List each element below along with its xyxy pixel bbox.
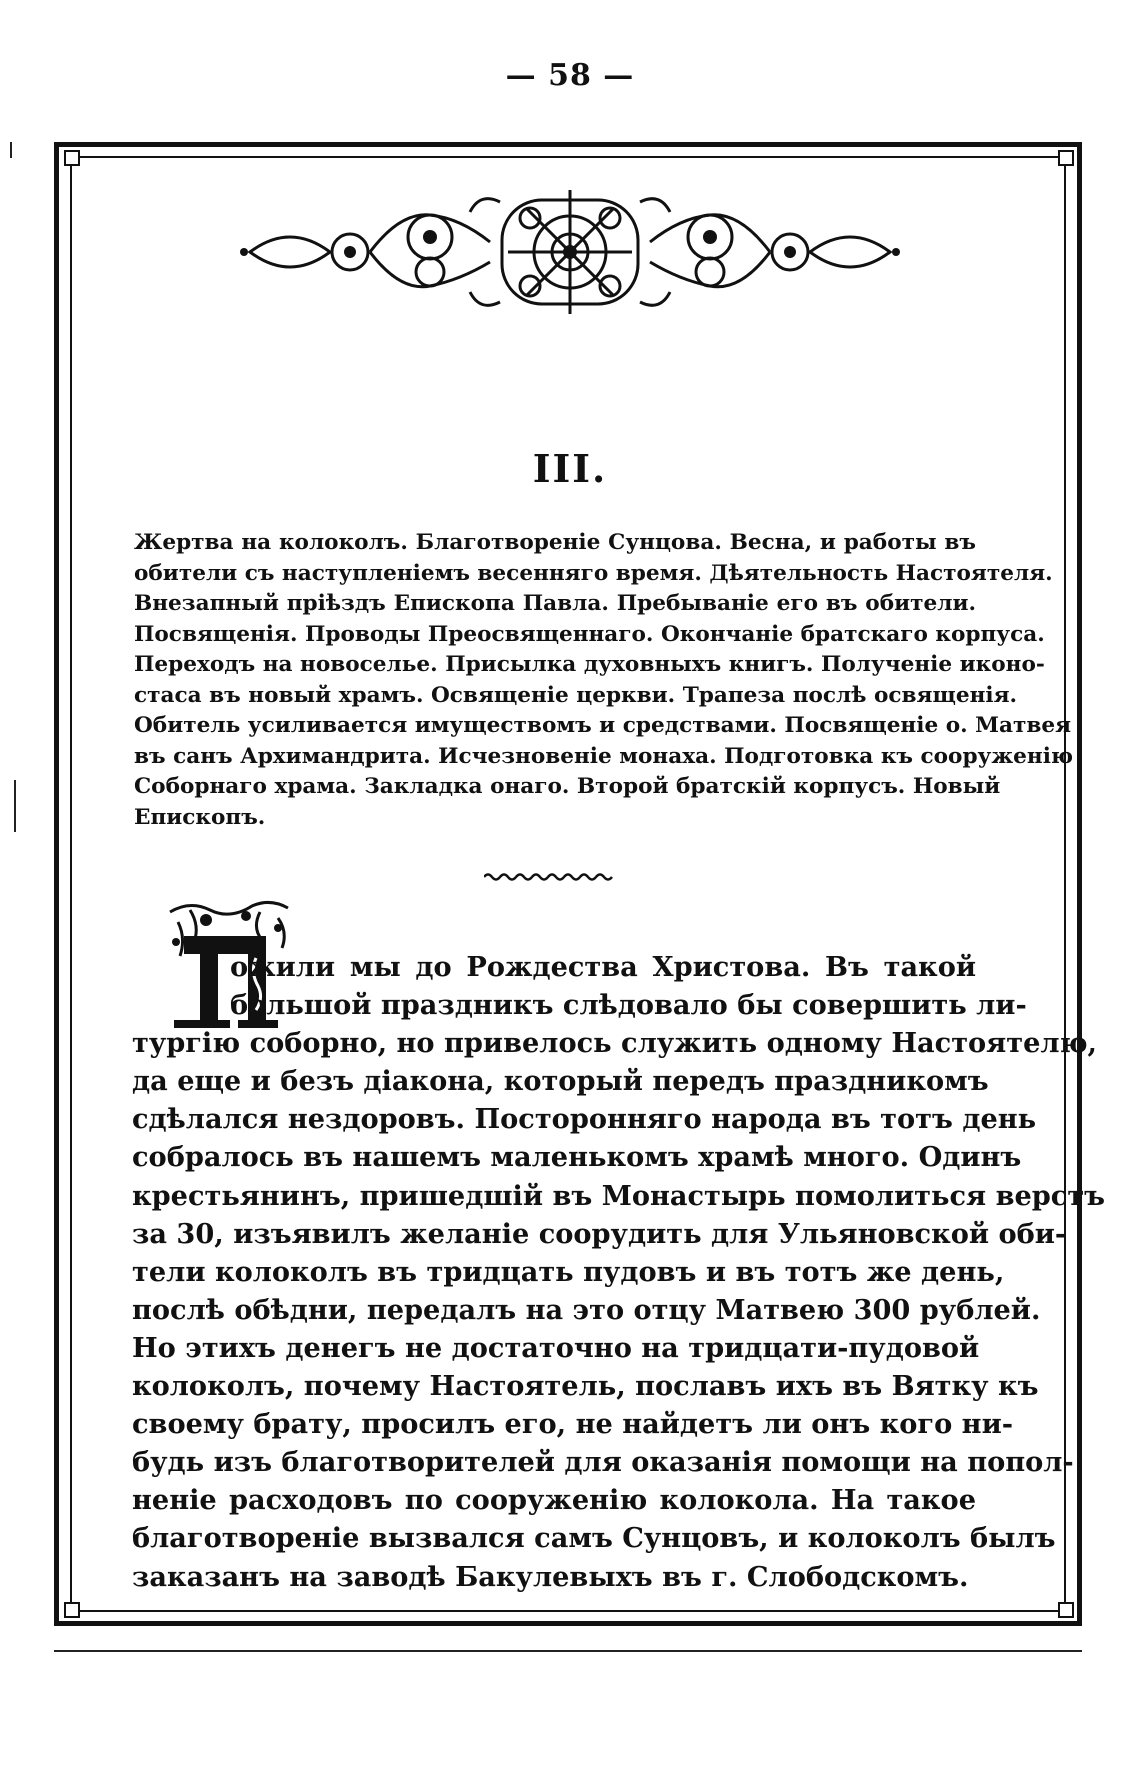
body-line: неніе расходовъ по сооруженію колокола. На такое bbox=[132, 1484, 976, 1517]
page-number: — 58 — bbox=[505, 58, 635, 93]
body-line: большой праздникъ слѣдовало бы совершить ли- bbox=[230, 989, 1027, 1022]
body-line: собралось въ нашемъ маленькомъ храмѣ много. Одинъ bbox=[132, 1141, 1022, 1174]
body-line: тургію соборно, но привелось служить одному Настоятелю, bbox=[132, 1027, 1097, 1060]
frame-corner-bottom-left bbox=[64, 1602, 80, 1618]
body-line: тели колоколъ въ тридцать пудовъ и въ тотъ же день, bbox=[132, 1255, 1005, 1288]
body-line: Но этихъ денегъ не достаточно на тридцати-пудовой bbox=[132, 1331, 980, 1364]
body-line: сдѣлался нездоровъ. Посторонняго народа въ тотъ день bbox=[132, 1103, 1037, 1136]
summary-line: Посвященія. Проводы Преосвященнаго. Окончаніе братскаго корпуса. bbox=[134, 621, 1045, 647]
body-line: заказанъ на заводѣ Бакулевыхъ въ г. Слободскомъ. bbox=[132, 1560, 969, 1593]
summary-line: обители съ наступленіемъ весенняго время. Дѣятельность Настоятеля. bbox=[134, 560, 1053, 586]
body-line: колоколъ, почему Настоятель, пославъ ихъ въ Вятку къ bbox=[132, 1370, 1039, 1403]
frame-corner-top-right bbox=[1058, 150, 1074, 166]
summary-line: Обитель усиливается имуществомъ и средствами. Посвященіе о. Матвея bbox=[134, 713, 1072, 738]
wavy-separator bbox=[484, 872, 616, 882]
ornamental-headpiece bbox=[230, 182, 910, 322]
summary-line: Жертва на колоколъ. Благотвореніе Сунцова. Весна, и работы въ bbox=[134, 530, 976, 555]
body-line: за 30, изъявилъ желаніе соорудить для Ульяновской оби- bbox=[132, 1217, 1067, 1250]
summary-line: Соборнаго храма. Закладка онаго. Второй братскій корпусъ. Новый bbox=[134, 774, 1001, 799]
summary-line: Внезапный пріѣздъ Епископа Павла. Пребываніе его въ обители. bbox=[134, 591, 976, 616]
frame-corner-top-left bbox=[64, 150, 80, 166]
body-line: благотвореніе вызвался самъ Сунцовъ, и колоколъ былъ bbox=[132, 1522, 1056, 1555]
body-line: своему брату, просилъ его, не найдетъ ли онъ кого ни- bbox=[132, 1408, 1014, 1441]
summary-line: въ санъ Архимандрита. Исчезновеніе монаха. Подготовка къ сооруженію bbox=[134, 743, 1074, 769]
frame-corner-bottom-right bbox=[1058, 1602, 1074, 1618]
bottom-rule bbox=[54, 1650, 1082, 1652]
body-line: да еще и безъ діакона, который передъ праздникомъ bbox=[132, 1065, 989, 1098]
chapter-summary bbox=[134, 528, 1074, 833]
body-text bbox=[132, 948, 1106, 1596]
body-line: будь изъ благотворителей для оказанія помощи на попол- bbox=[132, 1446, 1074, 1479]
summary-line: стаса въ новый храмъ. Освященіе церкви. Трапеза послѣ освященія. bbox=[134, 682, 1018, 708]
summary-line: Переходъ на новоселье. Присылка духовныхъ книгъ. Полученіе иконо- bbox=[134, 652, 1045, 677]
body-line: крестьянинъ, пришедшій въ Монастырь помолиться верстъ bbox=[132, 1179, 1106, 1212]
body-line: послѣ обѣдни, передалъ на это отцу Матвею 300 рублей. bbox=[132, 1293, 1041, 1326]
scan-mark-left-2 bbox=[14, 780, 16, 832]
chapter-number: III. bbox=[532, 446, 608, 491]
summary-line: Епископъ. bbox=[134, 804, 266, 830]
scan-mark-left bbox=[10, 142, 12, 158]
body-line: ожили мы до Рождества Христова. Въ такой bbox=[230, 951, 976, 983]
